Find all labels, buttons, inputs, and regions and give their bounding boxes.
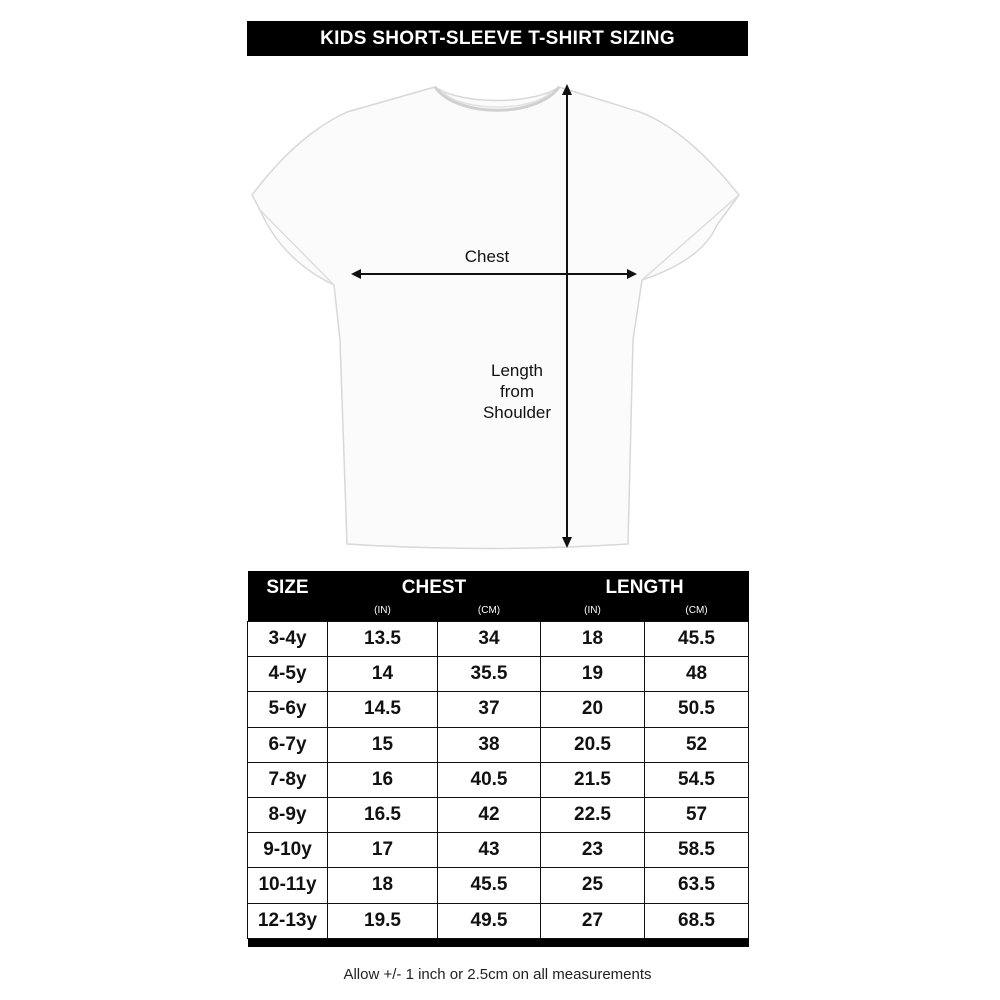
table-bottom-bar	[248, 938, 749, 947]
cell-chest-in: 16	[328, 762, 438, 797]
cell-chest-cm: 40.5	[438, 762, 541, 797]
cell-length-in: 27	[541, 903, 645, 938]
length-label	[462, 360, 572, 423]
cell-chest-cm: 43	[438, 833, 541, 868]
cell-length-cm: 57	[645, 797, 749, 832]
cell-chest-cm: 38	[438, 727, 541, 762]
unit-chest-in: (IN)	[328, 599, 438, 622]
unit-chest-cm: (CM)	[438, 599, 541, 622]
table-row	[248, 727, 749, 762]
cell-length-in: 21.5	[541, 762, 645, 797]
chart-title-bar	[247, 21, 748, 56]
cell-chest-cm: 37	[438, 692, 541, 727]
cell-chest-cm: 34	[438, 622, 541, 657]
measurement-footnote: Allow +/- 1 inch or 2.5cm on all measurements	[343, 966, 652, 983]
header-length: LENGTH	[541, 571, 749, 599]
cell-chest-in: 14.5	[328, 692, 438, 727]
cell-chest-cm: 35.5	[438, 657, 541, 692]
cell-length-in: 19	[541, 657, 645, 692]
cell-size: 8-9y	[248, 797, 328, 832]
cell-chest-in: 13.5	[328, 622, 438, 657]
length-label-line3: Shoulder	[482, 403, 552, 422]
size-chart-table	[247, 571, 749, 947]
cell-chest-cm: 45.5	[438, 868, 541, 903]
cell-length-cm: 48	[645, 657, 749, 692]
cell-chest-cm: 49.5	[438, 903, 541, 938]
cell-chest-in: 17	[328, 833, 438, 868]
unit-length-cm: (CM)	[645, 599, 749, 622]
cell-size: 4-5y	[248, 657, 328, 692]
cell-length-in: 20.5	[541, 727, 645, 762]
cell-length-cm: 54.5	[645, 762, 749, 797]
cell-size: 3-4y	[248, 622, 328, 657]
cell-size: 10-11y	[248, 868, 328, 903]
cell-chest-cm: 42	[438, 797, 541, 832]
cell-length-in: 23	[541, 833, 645, 868]
cell-length-cm: 50.5	[645, 692, 749, 727]
cell-size: 6-7y	[248, 727, 328, 762]
table-row	[248, 762, 749, 797]
chest-label: Chest	[464, 247, 510, 266]
cell-length-in: 20	[541, 692, 645, 727]
tshirt-illustration	[247, 70, 748, 560]
table-row	[248, 622, 749, 657]
table-row	[248, 868, 749, 903]
cell-size: 7-8y	[248, 762, 328, 797]
cell-size: 9-10y	[248, 833, 328, 868]
cell-length-cm: 68.5	[645, 903, 749, 938]
cell-chest-in: 18	[328, 868, 438, 903]
tshirt-shape	[252, 87, 739, 549]
cell-chest-in: 19.5	[328, 903, 438, 938]
length-label-line2: from	[500, 382, 534, 401]
header-chest: CHEST	[328, 571, 541, 599]
cell-length-cm: 52	[645, 727, 749, 762]
unit-length-in: (IN)	[541, 599, 645, 622]
chart-title: KIDS SHORT-SLEEVE T-SHIRT SIZING	[320, 27, 675, 49]
table-row	[248, 833, 749, 868]
table-row	[248, 657, 749, 692]
table-row	[248, 692, 749, 727]
cell-length-cm: 63.5	[645, 868, 749, 903]
cell-length-in: 18	[541, 622, 645, 657]
cell-length-in: 25	[541, 868, 645, 903]
header-size: SIZE	[248, 571, 328, 622]
cell-size: 12-13y	[248, 903, 328, 938]
cell-chest-in: 15	[328, 727, 438, 762]
table-row	[248, 797, 749, 832]
cell-size: 5-6y	[248, 692, 328, 727]
cell-length-in: 22.5	[541, 797, 645, 832]
length-label-line1: Length	[491, 361, 543, 380]
cell-chest-in: 14	[328, 657, 438, 692]
cell-length-cm: 45.5	[645, 622, 749, 657]
cell-chest-in: 16.5	[328, 797, 438, 832]
table-row	[248, 903, 749, 938]
size-table-body	[248, 622, 749, 947]
tshirt-diagram	[247, 70, 748, 560]
cell-length-cm: 58.5	[645, 833, 749, 868]
